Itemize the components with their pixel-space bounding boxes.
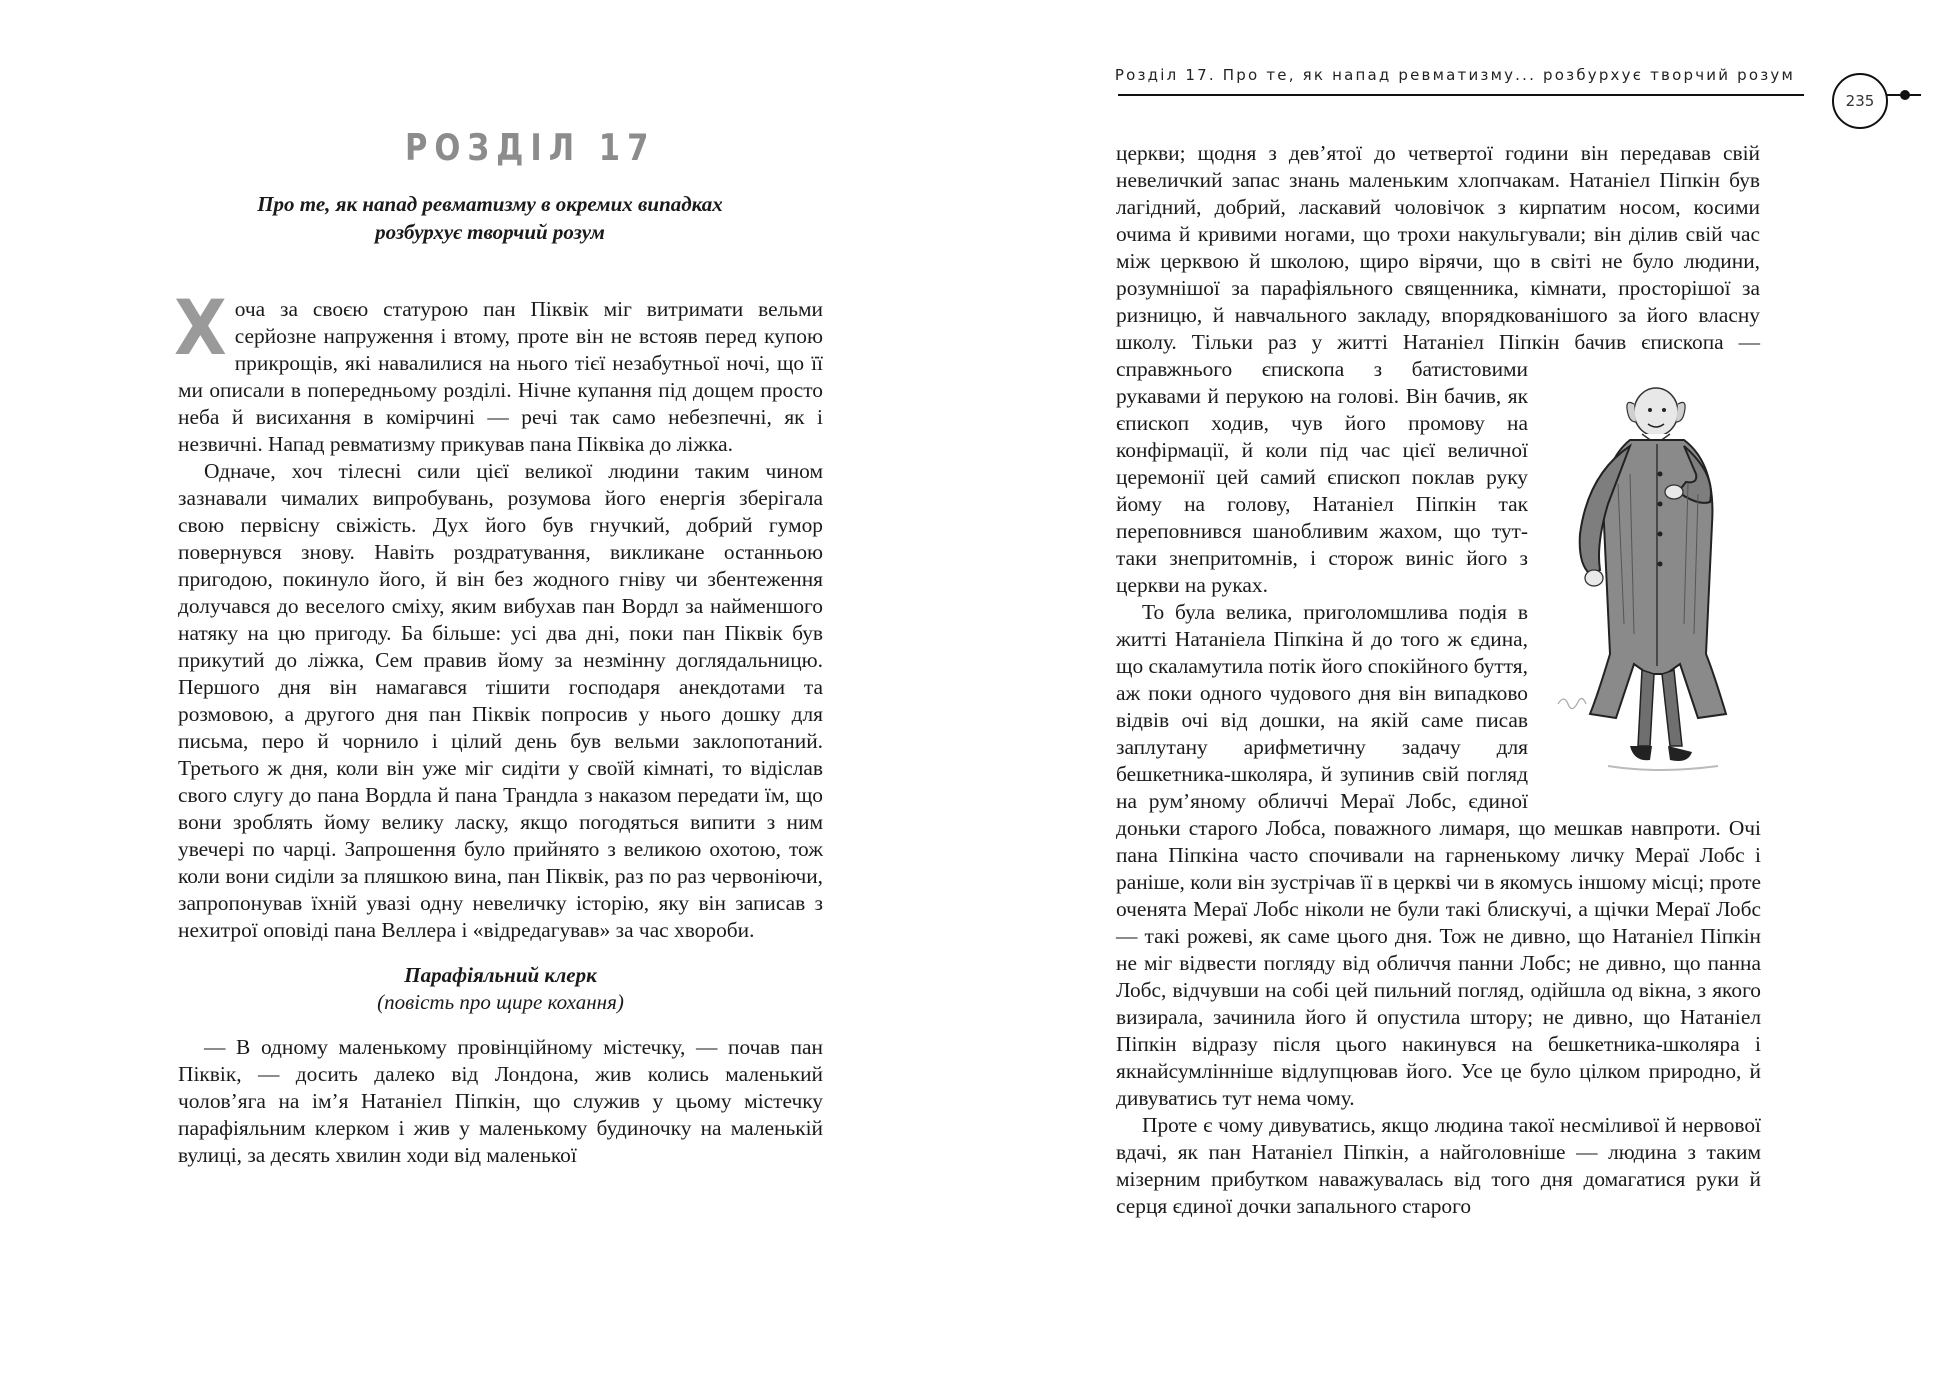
paragraph: То була велика, приголомшлива подія в житті Натаніела Піпкіна й до того ж єдина, що скаламутила потік його спокійного буття, аж поки одного чудового дня він випадково відвів очі від дошки, на якій саме писав заплутану арифметичну задачу для бешкетника-школяра, й зупинив свій погляд на румʼяному обличчі Мераї Лобс, єдиної доньки старого Лобса, поважного лимаря, що мешкав навпроти. Очі пана Піпкіна часто спочивали на гарненькому личку Мераї Лобс і раніше, коли він зустрічав її в церкві чи в якомусь іншому місці; проте оченята Мераї Лобс ніколи не були такі блискучі, а щічки Мераї Лобс — такі рожеві, як саме цього дня. Тож не дивно, що Натаніел Піпкін не міг відвести погляду від обличчя панни Лобс; не дивно, що панна Лобс, відчувши на собі цей пильний погляд, одійшла од вікна, з якого визирала, зачинила його й опустила штору; не дивно, що Натаніел Піпкін відразу після цього накинувся на бешкетника-школяра і якнайсумлінніше відлупцював його. Усе це було цілком природно, й дивуватись тут нема чому. [1116, 600, 1761, 1110]
running-head: Розділ 17. Про те, як напад ревматизму... розбурхує творчий розум [1114, 66, 1795, 84]
subtitle-line-2: розбурхує творчий розум [375, 220, 605, 244]
paragraph: церкви; щодня з девʼятої до четвертої години він передавав свій невеличкий запас знань маленьким хлопчакам. Натаніел Піпкін був лагідний, добрий, ласкавий чоловічок з кирпатим носом, косими очима й кривими ногами, що трохи накульгували; він ділив свій час між церквою й школою, щиро вірячи, що в світі не було людини, розумнішої за парафіяльного священника, кімнати, просторішої за ризницю, й навчального закладу, впорядкованішого за його власну школу. Тільки раз у житті Натаніел Піпкін бачив єпископа — справжнього єпископа з батистовими рукавами й перукою на голові. Він бачив, як єпископ ходив, чув його промову на конфірмації, й коли під час цієї величної церемонії цей самий єпископ поклав руку йому на голову, Натаніел Піпкін так переповнився шанобливим жахом, що тут-таки знепритомнів, і сторож виніс його з церкви на руках. [1116, 141, 1760, 597]
chapter-subtitle [175, 190, 805, 246]
paragraph: — В одному маленькому провінційному містечку, — почав пан Піквік, — досить далеко від Лондона, жив колись маленький чоловʼяга на імʼя Натаніел Піпкін, що служив у цьому містечку парафіяльним клерком і жив у маленькому будиночку на маленькій вулиці, за десять хвилин ходи від маленької [178, 1035, 823, 1167]
header-rule-dot [1900, 90, 1910, 100]
drop-cap: Х [174, 283, 227, 372]
story-subtitle: (повість про щире кохання) [377, 990, 624, 1014]
story-title: Парафіяльний клерк [404, 963, 597, 987]
clerk-illustration [1538, 374, 1783, 814]
left-text-column [174, 283, 823, 1169]
page-number: 235 [1832, 73, 1888, 129]
paragraph: Проте є чому дивуватись, якщо людина такої несміливої й нервової вдачі, як пан Натаніел Піпкін, а найголовніше — людина з таким мізерним прибутком наважувалась від того дня домагатися руки й серця єдиної дочки запального старого [1116, 1113, 1761, 1218]
paragraph: Одначе, хоч тілесні сили цієї великої людини таким чином зазнавали чималих випробувань, розумова його енергія зберігала свою первісну свіжість. Дух його був гнучкий, добрий гумор повернувся знову. Навіть роздратування, викликане останньою пригодою, покинуло його, й він без жодного гніву чи збентеження долучався до веселого сміху, яким вибухав пан Вордл за найменшого натяку на цю пригоду. Ба більше: усі два дні, поки пан Піквік був прикутий до ліжка, Сем правив йому за незмінну доглядальницю. Першого дня він намагався тішити господаря анекдотами та розмовою, а другого дня пан Піквік попросив у нього дошку для письма, перо й чорнило і цілий день був вельми заклопотаний. Третього ж дня, коли він уже міг сидіти у своїй кімнаті, то відіслав свого слугу до пана Вордла й пана Трандла з наказом передати їм, що вони зроблять йому велику ласку, якщо погодяться випити з ним увечері по чарці. Запрошення було прийнято з великою охотою, тож коли вони сиділи за пляшкою вина, пан Піквік, раз по раз червоніючи, запропонував їхній увазі одну невеличку історію, яку він записав з нехитрої оповіді пана Веллера і «відредагував» за час хвороби. [178, 459, 823, 942]
header-rule [1118, 94, 1804, 96]
right-page [969, 0, 1938, 1388]
subtitle-line-1: Про те, як напад ревматизму в окремих випадках [257, 192, 723, 216]
chapter-title: РОЗДІЛ 17 [405, 126, 656, 170]
paragraph [174, 283, 823, 458]
story-heading [178, 962, 823, 1016]
clerk-illustration-svg [1538, 374, 1783, 814]
right-text-column [1116, 140, 1761, 1220]
paragraph-text: оча за своєю статурою пан Піквік міг витримати вельми серйозне напруження і втому, проте він не встояв перед купою прикрощів, які навалилися на нього тієї незабутньої ночі, що її ми описали в попередньому розділі. Нічне купання під дощем просто неба й висихання в комірчині — речі так само небезпечні, як і незвичні. Напад ревматизму прикував пана Піквіка до ліжка. [178, 297, 823, 456]
